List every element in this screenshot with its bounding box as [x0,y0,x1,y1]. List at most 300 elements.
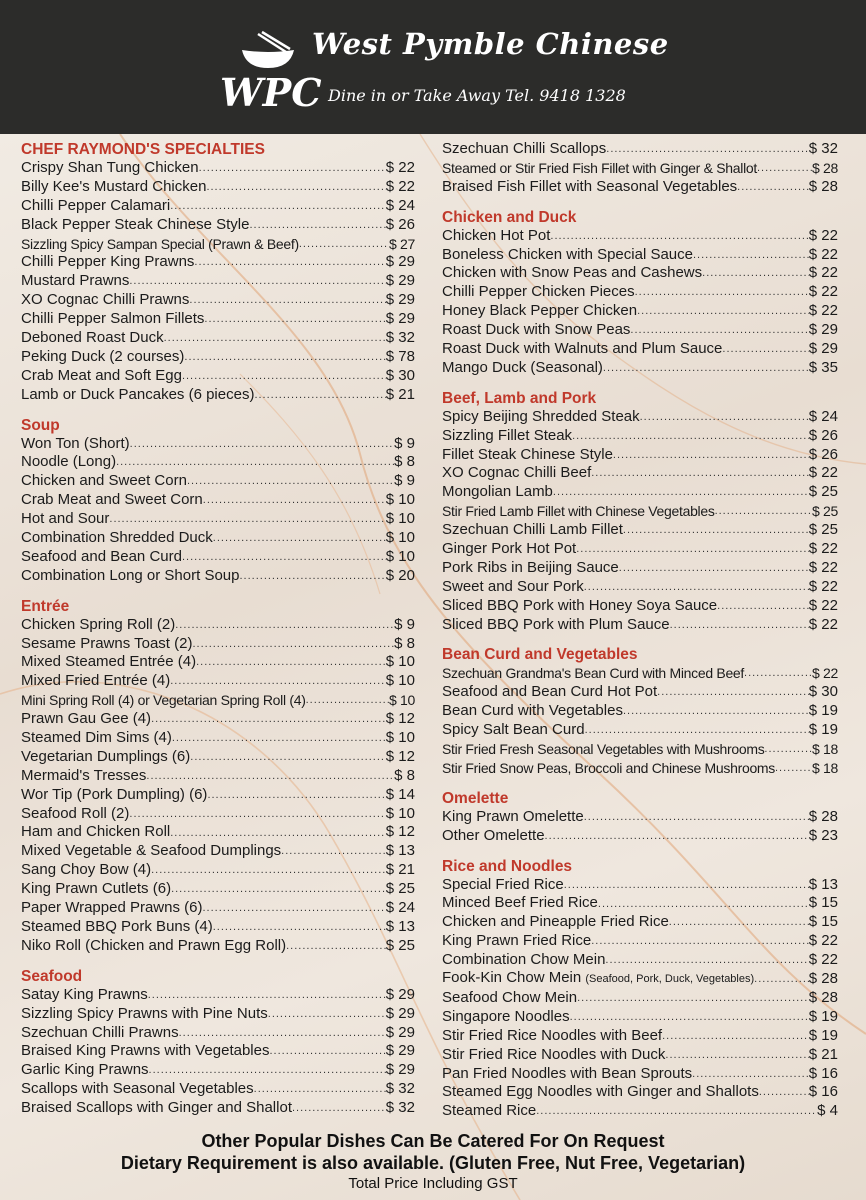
dish-name-text: Honey Black Pepper Chicken [442,302,638,320]
dish-price: $ 15 [808,894,838,912]
dish-name [21,567,239,586]
dish-price: $ 32 [385,1080,415,1098]
menu-item [21,880,415,899]
section-title: Soup [21,416,60,434]
dish-name-text: Chicken Hot Pot [442,226,551,244]
dot-leader [149,1061,386,1080]
dish-name [442,264,702,283]
dish-name [442,521,623,540]
dot-leader [179,1024,386,1043]
dish-price: $ 10 [385,804,415,822]
dish-price: $ 29 [385,1061,415,1079]
dish-price: $ 9 [394,615,415,633]
dish-name [21,235,299,254]
dish-name-text: Boneless Chicken with Special Sauce [442,245,693,263]
dish-name [21,367,182,386]
dish-price: $ 10 [385,529,415,547]
dot-leader [190,748,386,767]
dot-leader [196,653,386,672]
dish-name-text: Chicken and Sweet Corn [21,472,187,490]
menu-item [21,918,415,937]
dish-name-text: Mongolian Lamb [442,483,553,501]
dish-name [442,913,669,932]
dish-price: $ 28 [808,970,838,988]
dot-leader [637,302,809,321]
dish-name-text: Steamed Egg Noodles with Ginger and Shallots [442,1083,759,1101]
menu-item [442,321,838,340]
menu-item [442,876,838,895]
menu-item [442,989,838,1008]
menu-item [442,140,838,159]
dot-leader [148,986,386,1005]
dish-price: $ 29 [385,1004,415,1022]
dish-price: $ 22 [808,245,838,263]
dish-price: $ 8 [394,766,415,784]
dish-name [21,216,249,235]
dish-name [442,683,657,702]
dish-name [21,767,146,786]
dish-price: $ 4 [817,1102,838,1120]
dish-price: $ 16 [808,1064,838,1082]
dish-name [21,986,148,1005]
menu-item [21,767,415,786]
menu-item [442,1083,838,1102]
dish-name [21,453,116,472]
dish-name-text: Black Pepper Steak Chinese Style [21,215,250,233]
menu-item [442,408,838,427]
dish-name-text: King Prawn Fried Rice [442,932,592,950]
dish-name-text: Chicken Spring Roll (2) [21,615,176,633]
dish-name-text: Pork Ribs in Beijing Sauce [442,558,619,576]
dish-price: $ 10 [385,510,415,528]
dish-name-text: Steamed Dim Sims (4) [21,729,172,747]
menu-header [0,0,866,134]
dish-name [442,427,572,446]
dish-name-text: Seafood and Bean Curd [21,547,182,565]
dish-name-text: Szechuan Chilli Prawns [21,1023,179,1041]
dish-name-text: Vegetarian Dumplings (6) [21,747,191,765]
menu-item [21,348,415,367]
menu-item [442,178,838,197]
menu-item [21,653,415,672]
menu-column-left [21,140,415,1118]
dish-name-text: Sliced BBQ Pork with Honey Soya Sauce [442,596,718,614]
dish-name-text: Combination Chow Mein [442,951,606,969]
dish-name [21,159,199,178]
dot-leader [146,767,394,786]
dot-leader [286,937,386,956]
dish-name-text: Spicy Salt Bean Curd [442,721,585,739]
dot-leader [213,918,386,937]
dish-name [21,729,172,748]
menu-item [442,502,838,521]
dish-name-text: Prawn Gau Gee (4) [21,710,152,728]
menu-item [442,895,838,914]
section-gap [442,378,838,389]
dish-name-text: Sliced BBQ Pork with Plum Sauce [442,615,670,633]
menu-item [21,635,415,654]
menu-item [21,548,415,567]
dot-leader [585,721,809,740]
dish-name [442,140,606,159]
dot-leader [591,464,809,483]
menu-item [442,808,838,827]
menu-section [442,857,838,1122]
dot-leader [591,932,809,951]
dish-price: $ 10 [385,729,415,747]
dish-name [21,253,194,272]
dish-name-text: Other Omelette [442,826,545,844]
menu-item [442,302,838,321]
menu-item [442,159,838,178]
dish-price: $ 23 [808,826,838,844]
dish-price: $ 14 [385,785,415,803]
dot-leader [281,842,386,861]
footer-dietary-note: Dietary Requirement is also available. (Gluten Free, Nut Free, Vegetarian) [120,1153,746,1173]
dish-price: $ 20 [385,566,415,584]
dish-name-text: Chilli Pepper Chicken Pieces [442,283,635,301]
dish-price: $ 22 [808,464,838,482]
menu-item [442,721,838,740]
dish-name-text: Paper Wrapped Prawns (6) [21,899,203,917]
dish-name-text: Mixed Fried Entrée (4) [21,672,171,690]
dish-price: $ 19 [808,702,838,720]
menu-item [442,827,838,846]
dish-price: $ 29 [808,340,838,357]
dish-name [21,197,170,216]
menu-item [21,1080,415,1099]
menu-item [21,1024,415,1043]
dish-price: $ 26 [808,426,838,444]
section-title: Bean Curd and Vegetables [442,646,638,664]
dish-name [442,483,553,502]
menu-section [442,645,838,777]
dish-name-text: Braised Fish Fillet with Seasonal Vegetables [442,177,738,195]
menu-item [21,235,415,254]
dot-leader [759,1083,809,1102]
dot-leader [254,386,385,405]
dish-price: $ 25 [808,521,838,539]
dish-name [21,310,204,329]
dish-name-text: Stir Fried Lamb Fillet with Chinese Vegetables [442,503,715,520]
dish-price: $ 25 [811,503,838,520]
dot-leader [613,446,809,465]
dish-name [21,1024,179,1043]
dot-leader [757,159,812,178]
dot-leader [737,178,809,197]
dot-leader [129,805,385,824]
dot-leader [207,786,385,805]
dish-price: $ 9 [394,472,415,490]
dish-name-text: Braised Scallops with Ginger and Shallot [21,1099,292,1117]
menu-item [442,932,838,951]
dish-name [21,1061,149,1080]
dot-leader [151,861,386,880]
menu-item [442,951,838,970]
menu-item [21,491,415,510]
dish-name [442,1027,662,1046]
dish-name-text: Combination Long or Short Soup [21,566,240,584]
dish-price: $ 28 [808,807,838,825]
dish-price: $ 29 [385,1023,415,1041]
dish-price: $ 13 [385,842,415,860]
dish-price: $ 13 [385,917,415,935]
dish-name-text: Minced Beef Fried Rice [442,894,598,912]
menu-item [442,1102,838,1121]
dish-name-text: Hot and Sour [21,510,110,528]
dish-name [442,159,757,178]
dish-price: $ 19 [808,1026,838,1044]
menu-item [442,559,838,578]
dish-name-text: Pan Fried Noodles with Bean Sprouts [442,1064,693,1082]
dot-leader [204,310,385,329]
dish-name [442,227,550,246]
dish-name [21,823,170,842]
dish-price: $ 22 [808,226,838,244]
menu-item [21,472,415,491]
dish-name [442,1008,570,1027]
dot-leader [669,913,809,932]
dish-name-text: King Prawn Omelette [442,807,584,825]
dish-name-text: Steamed BBQ Pork Buns (4) [21,917,213,935]
section-title: Chicken and Duck [442,208,577,226]
dish-name [442,951,605,970]
dish-price: $ 22 [808,558,838,576]
dish-name-text: Steamed Rice [442,1102,537,1120]
dish-name-text: Combination Shredded Duck [21,529,213,547]
section-gap [21,586,415,597]
dish-price: $ 12 [385,710,415,728]
dish-name-text: Satay King Prawns [21,985,148,1003]
menu-item [21,861,415,880]
dish-name-text: Fook-Kin Chow Mein [442,969,582,987]
dish-name-text: Steamed or Stir Fried Fish Fillet with Ginger & Shallot [442,159,757,176]
tagline: Dine in or Take Away Tel. 9418 1328 [328,86,626,105]
dot-leader [623,702,809,721]
dish-name-text: Sang Choy Bow (4) [21,861,152,879]
menu-item [442,483,838,502]
dish-name [442,502,715,521]
dish-price: $ 10 [385,672,415,690]
dish-price: $ 22 [811,665,838,682]
section-title: CHEF RAYMOND'S SPECIALTIES [21,141,265,158]
dish-name [442,894,598,913]
dish-name-text: Mermaid's Tresses [21,766,147,784]
dish-name [442,1065,692,1084]
menu-item [21,710,415,729]
dot-leader [640,408,809,427]
menu-item [21,435,415,454]
dish-name-text: Stir Fried Snow Peas, Broccoli and Chinese Mushrooms [442,759,775,776]
section-title: Entrée [21,597,70,615]
section-title: Seafood [21,967,83,985]
dish-note: (Seafood, Pork, Duck, Vegetables) [585,973,755,986]
menu-item [442,578,838,597]
menu-item [21,1099,415,1118]
dot-leader [170,824,386,843]
dish-price: $ 29 [385,1042,415,1060]
menu-section [442,140,838,197]
dot-leader [109,510,385,529]
dish-name-text: Garlic King Prawns [21,1061,149,1079]
menu-item [442,1065,838,1084]
dish-price: $ 29 [385,985,415,1003]
menu-item [21,386,415,405]
dish-name-text: Crispy Shan Tung Chicken [21,158,199,176]
menu-item [442,597,838,616]
dish-name-text: Seafood Roll (2) [21,804,130,822]
dish-name [21,1099,292,1118]
dot-leader [702,264,809,283]
section-gap [21,405,415,416]
dish-price: $ 21 [808,1045,838,1063]
dot-leader [564,876,809,895]
dish-price: $ 8 [394,453,415,471]
dish-name [21,653,196,672]
dish-name [21,529,213,548]
dot-leader [584,808,809,827]
section-gap [21,956,415,967]
menu-section [21,597,415,956]
dish-price: $ 29 [808,321,838,339]
dish-name [442,759,775,778]
dish-name [21,786,207,805]
dish-name-text: Won Ton (Short) [21,434,130,452]
menu-item [442,1008,838,1027]
menu-footer [0,1130,866,1194]
menu-item [21,567,415,586]
dish-name-text: Chilli Pepper Salmon Fillets [21,310,205,328]
menu-section [442,208,838,378]
menu-item [21,729,415,748]
dish-price: $ 22 [808,302,838,320]
dish-price: $ 29 [385,291,415,309]
footer-catering-note: Other Popular Dishes Can Be Catered For On Request [201,1131,665,1151]
dish-price: $ 12 [385,823,415,841]
dot-leader [744,664,812,683]
restaurant-abbreviation: WPC [220,70,322,115]
dish-name-text: Scallops with Seasonal Vegetables [21,1080,254,1098]
dish-name [21,491,203,510]
dot-leader [171,880,386,899]
dish-name-text: Braised King Prawns with Vegetables [21,1042,270,1060]
menu-item [21,899,415,918]
dish-name-text: Szechuan Chilli Scallops [442,139,607,157]
menu-item [442,427,838,446]
dish-name [21,435,130,454]
dot-leader [203,491,386,510]
dot-leader [722,340,808,359]
dish-name [21,805,129,824]
dish-name-text: XO Cognac Chilli Prawns [21,291,190,309]
dot-leader [268,1005,386,1024]
menu-item [442,227,838,246]
dish-name-text: Special Fried Rice [442,875,564,893]
dish-name [442,616,670,635]
dish-name [442,1046,665,1065]
dot-leader [665,1046,808,1065]
dot-leader [254,1080,386,1099]
dot-leader [764,740,812,759]
dish-name [21,272,129,291]
dish-price: $ 32 [385,1099,415,1117]
dish-name [21,880,171,899]
dish-price: $ 22 [808,932,838,950]
dish-name-text: Seafood and Bean Curd Hot Pot [442,683,658,701]
dish-name [442,989,577,1008]
dish-name [21,710,151,729]
dish-name [442,246,693,265]
dish-name [21,510,109,529]
menu-item [21,329,415,348]
dish-name-text: Mixed Steamed Entrée (4) [21,653,197,671]
dot-leader [715,502,812,521]
dish-price: $ 29 [385,253,415,271]
dish-name [442,359,603,378]
dish-name-text: Chilli Pepper Calamari [21,196,171,214]
menu-item [21,159,415,178]
dish-price: $ 15 [808,913,838,931]
dish-price: $ 19 [808,1007,838,1025]
menu-item [21,616,415,635]
dish-price: $ 10 [388,692,415,709]
dish-name-text: Sesame Prawns Toast (2) [21,634,193,652]
dish-name [21,842,281,861]
footer-gst-note: Total Price Including GST [348,1175,518,1192]
dot-leader [553,483,809,502]
dish-price: $ 10 [385,547,415,565]
dish-price: $ 13 [808,875,838,893]
menu-item [21,453,415,472]
dish-price: $ 22 [808,283,838,301]
dot-leader [570,1008,809,1027]
menu-item [21,672,415,691]
menu-item [442,702,838,721]
dish-name [442,721,585,740]
dot-leader [693,246,809,265]
dot-leader [299,235,389,254]
dish-price: $ 24 [808,407,838,425]
dish-name-text: Niko Roll (Chicken and Prawn Egg Roll) [21,936,287,954]
dot-leader [170,672,386,691]
dish-price: $ 10 [385,491,415,509]
dish-price: $ 28 [808,988,838,1006]
dish-price: $ 21 [385,385,415,403]
dish-name [442,1083,759,1102]
dot-leader [754,970,809,989]
dot-leader [623,521,809,540]
dot-leader [187,472,394,491]
menu-item [442,913,838,932]
menu-item [21,691,415,710]
menu-column-right [442,140,838,1121]
dish-price: $ 18 [811,759,838,776]
dot-leader [189,291,385,310]
section-gap [442,846,838,857]
dish-name [21,635,192,654]
dish-name [442,969,754,989]
dish-name-text: Ham and Chicken Roll [21,823,171,841]
menu-item [442,246,838,265]
dish-price: $ 24 [385,899,415,917]
dot-leader [630,321,808,340]
dish-price: $ 30 [385,366,415,384]
dish-name [442,578,584,597]
dish-name [442,664,744,683]
menu-item [21,1061,415,1080]
menu-item [21,937,415,956]
dot-leader [292,1099,386,1118]
